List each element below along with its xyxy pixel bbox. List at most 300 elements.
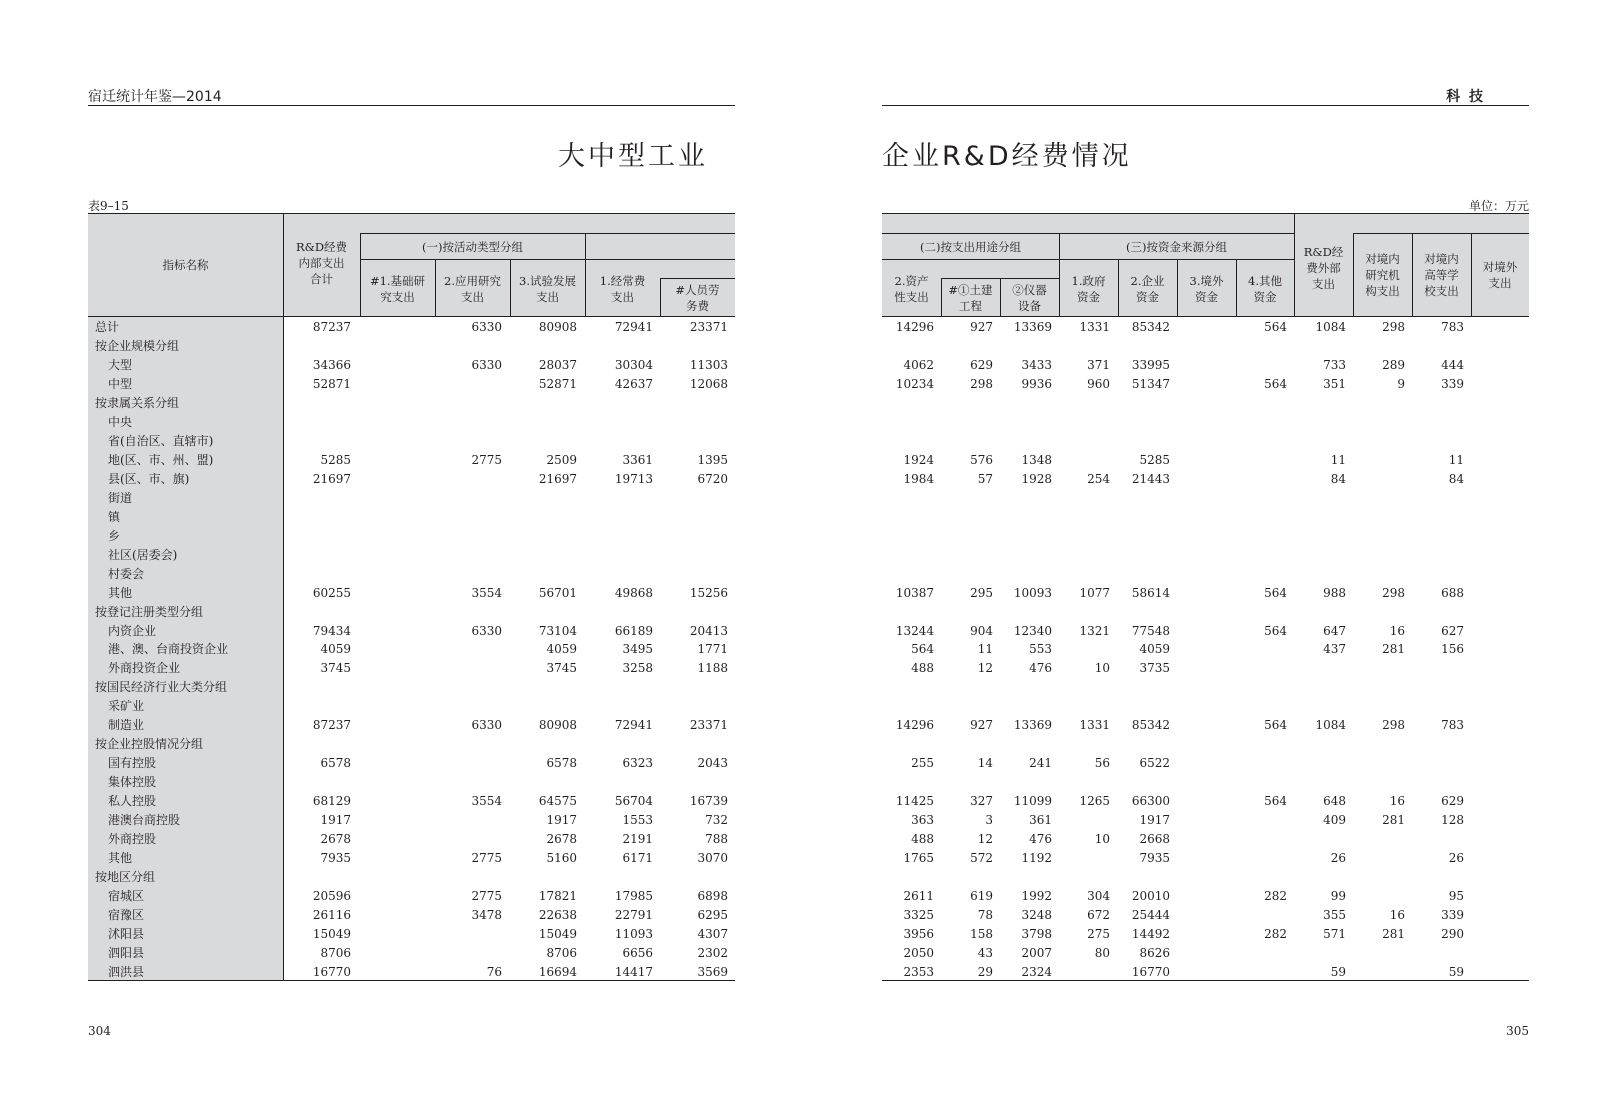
table-row [0, 356, 1609, 375]
cell: 629 [970, 357, 993, 372]
cell: 627 [1441, 623, 1464, 638]
cell: 14296 [895, 320, 934, 334]
header-domestic-universities: 对境内 高等学 校支出 [1424, 251, 1459, 298]
cell: 8626 [1139, 946, 1170, 960]
row-label: 按登记注册类型分组 [95, 604, 204, 619]
hline [882, 259, 1294, 260]
table-row [0, 527, 1609, 546]
cell: 85342 [1131, 718, 1170, 733]
cell: 564 [1264, 585, 1287, 600]
cell: 1553 [622, 813, 653, 828]
table-row [0, 697, 1609, 716]
header-domestic-institutes: 对境内 研究机 构支出 [1365, 251, 1400, 298]
row-label: 制造业 [108, 718, 145, 733]
cell: 26 [1448, 851, 1464, 866]
cell: 1192 [1021, 851, 1052, 866]
table-row [0, 906, 1609, 925]
cell: 444 [1441, 357, 1464, 372]
cell: 17985 [614, 889, 653, 904]
cell: 648 [1323, 794, 1346, 809]
row-label: 镇 [108, 509, 121, 524]
cell: 23371 [689, 718, 728, 733]
cell: 3478 [471, 908, 502, 923]
page-title-right: 企业R&D经费情况 [882, 141, 1132, 172]
cell: 339 [1441, 908, 1464, 923]
table-row [0, 659, 1609, 678]
cell: 476 [1029, 661, 1052, 676]
cell: 6656 [622, 946, 653, 960]
cell: 25444 [1131, 908, 1170, 923]
cell: 1321 [1079, 623, 1110, 638]
row-label: 宿豫区 [108, 908, 145, 923]
cell: 64575 [538, 794, 577, 809]
cell: 78 [977, 908, 993, 923]
cell: 84 [1330, 471, 1346, 486]
cell: 23371 [689, 320, 728, 334]
cell: 1924 [903, 452, 934, 467]
cell: 11303 [689, 357, 728, 372]
cell: 80908 [538, 320, 577, 334]
cell: 553 [1029, 642, 1052, 657]
cell: 20010 [1131, 889, 1170, 904]
cell: 6323 [622, 756, 653, 771]
row-label: 按国民经济行业大类分组 [95, 680, 228, 695]
table-number: 表9–15 [88, 199, 129, 213]
table-row [0, 375, 1609, 394]
cell: 275 [1087, 927, 1110, 942]
cell: 11425 [895, 794, 934, 809]
cell: 298 [1382, 320, 1405, 334]
table-row [0, 318, 1609, 337]
cell: 3258 [622, 661, 653, 676]
cell: 77548 [1131, 623, 1170, 638]
cell: 158 [970, 927, 993, 942]
cell: 10234 [895, 376, 934, 391]
cell: 564 [1264, 376, 1287, 391]
cell: 42637 [614, 376, 653, 391]
cell: 3745 [546, 661, 577, 676]
cell: 59 [1330, 964, 1346, 979]
cell: 6295 [697, 908, 728, 923]
table-top-line-left [88, 213, 735, 214]
cell: 960 [1087, 376, 1110, 391]
table-row [0, 394, 1609, 413]
row-label: 地(区、市、州、盟) [108, 452, 214, 467]
row-label: 社区(居委会) [108, 547, 178, 562]
cell: 783 [1441, 718, 1464, 733]
cell: 2678 [546, 832, 577, 847]
header-experimental: 3.试验发展 支出 [519, 274, 576, 304]
cell: 351 [1323, 376, 1346, 391]
cell: 3433 [1021, 357, 1052, 372]
cell: 12 [977, 832, 993, 847]
cell: 355 [1323, 908, 1346, 923]
cell: 1084 [1315, 320, 1346, 334]
cell: 49868 [614, 585, 653, 600]
vline [660, 278, 661, 316]
header-equipment: ②仪器 设备 [1012, 283, 1047, 313]
cell: 87237 [312, 320, 351, 334]
cell: 4059 [546, 642, 577, 657]
cell: 10 [1094, 832, 1110, 847]
cell: 363 [911, 813, 934, 828]
cell: 2050 [903, 946, 934, 960]
cell: 571 [1323, 927, 1346, 942]
cell: 10093 [1013, 585, 1052, 600]
table-row [0, 811, 1609, 830]
cell: 84 [1448, 471, 1464, 486]
row-label: 国有控股 [108, 756, 157, 771]
row-label: 集体控股 [108, 775, 157, 790]
cell: 99 [1330, 889, 1346, 904]
cell: 3745 [320, 661, 351, 676]
table-row [0, 716, 1609, 735]
table-row [0, 337, 1609, 356]
cell: 1917 [546, 813, 577, 828]
hline [360, 233, 735, 234]
cell: 2324 [1021, 964, 1052, 979]
table-top-line-right [882, 213, 1529, 214]
table-row [0, 830, 1609, 849]
vline [360, 233, 361, 316]
cell: 788 [705, 832, 728, 847]
cell: 1765 [903, 851, 934, 866]
cell: 28037 [538, 357, 577, 372]
header-external-spending: R&D经 费外部 支出 [1303, 245, 1344, 291]
cell: 12340 [1013, 623, 1052, 638]
cell: 16739 [689, 794, 728, 809]
cell: 79434 [312, 623, 351, 638]
cell: 56 [1094, 756, 1110, 771]
cell: 95 [1448, 889, 1464, 904]
vline [510, 259, 511, 316]
header-abroad: 对境外 支出 [1482, 259, 1518, 290]
vline [1177, 259, 1178, 316]
cell: 22791 [614, 908, 653, 923]
cell: 3569 [697, 964, 728, 979]
header-indicator-name: 指标名称 [162, 257, 209, 272]
cell: 20596 [312, 889, 351, 904]
cell: 1331 [1079, 718, 1110, 733]
table-row [0, 944, 1609, 963]
cell: 2302 [697, 946, 728, 960]
table-row [0, 451, 1609, 470]
cell: 2611 [903, 889, 934, 904]
cell: 1917 [320, 813, 351, 828]
cell: 16 [1389, 794, 1405, 809]
row-label: 街道 [108, 490, 133, 505]
cell: 3070 [697, 851, 728, 866]
cell: 52871 [538, 376, 577, 391]
cell: 2043 [697, 756, 728, 771]
cell: 58614 [1131, 585, 1170, 600]
cell: 56704 [614, 794, 653, 809]
cell: 4307 [697, 927, 728, 942]
cell: 6720 [697, 471, 728, 486]
cell: 6578 [546, 756, 577, 771]
row-label: 省(自治区、直辖市) [108, 433, 214, 448]
row-label: 采矿业 [108, 699, 145, 714]
vline [1412, 233, 1413, 316]
cell: 16 [1389, 623, 1405, 638]
row-label: 中央 [108, 414, 133, 429]
row-label: 宿城区 [108, 889, 145, 904]
cell: 156 [1441, 642, 1464, 657]
cell: 34366 [312, 357, 351, 372]
cell: 576 [970, 452, 993, 467]
cell: 255 [911, 756, 934, 771]
cell: 14417 [614, 964, 653, 979]
cell: 6578 [320, 756, 351, 771]
cell: 1917 [1139, 813, 1170, 828]
cell: 298 [970, 376, 993, 391]
cell: 304 [1087, 889, 1110, 904]
cell: 672 [1087, 908, 1110, 923]
section-title: 科 技 [1446, 89, 1485, 105]
cell: 904 [970, 623, 993, 638]
cell: 11 [1330, 452, 1346, 467]
table-row [0, 622, 1609, 641]
hline [360, 259, 735, 260]
hline [660, 278, 735, 279]
cell: 30304 [614, 357, 653, 372]
cell: 16 [1389, 908, 1405, 923]
cell: 1928 [1021, 471, 1052, 486]
vline [1471, 233, 1472, 316]
hline [882, 233, 1294, 234]
cell: 298 [1382, 718, 1405, 733]
cell: 2775 [471, 851, 502, 866]
table-row [0, 849, 1609, 868]
row-label: 泗阳县 [108, 946, 145, 960]
cell: 5285 [320, 452, 351, 467]
cell: 8706 [320, 946, 351, 960]
cell: 298 [1382, 585, 1405, 600]
cell: 87237 [312, 718, 351, 733]
cell: 290 [1441, 927, 1464, 942]
cell: 1077 [1079, 585, 1110, 600]
row-label: 乡 [108, 528, 121, 543]
vline [1000, 278, 1001, 316]
row-label: 按地区分组 [95, 870, 156, 885]
cell: 7935 [1139, 851, 1170, 866]
cell: 3495 [622, 642, 653, 657]
table-row [0, 735, 1609, 754]
row-label: 县(区、市、旗) [108, 471, 190, 486]
cell: 72941 [614, 320, 653, 334]
cell: 56701 [538, 585, 577, 600]
cell: 437 [1323, 642, 1346, 657]
cell: 26 [1330, 851, 1346, 866]
cell: 20413 [689, 623, 728, 638]
cell: 16770 [312, 964, 351, 979]
vline [585, 233, 586, 316]
row-label: 村委会 [108, 566, 145, 581]
cell: 51347 [1131, 376, 1170, 391]
cell: 21697 [538, 471, 577, 486]
table-row [0, 546, 1609, 565]
cell: 16770 [1131, 964, 1170, 979]
cell: 73104 [538, 623, 577, 638]
header-group-funding: (三)按资金来源分组 [1126, 239, 1227, 254]
header-rule-left [88, 105, 735, 106]
cell: 733 [1323, 357, 1346, 372]
cell: 2678 [320, 832, 351, 847]
cell: 783 [1441, 320, 1464, 334]
cell: 488 [911, 661, 934, 676]
cell: 13369 [1013, 718, 1052, 733]
cell: 57 [977, 471, 993, 486]
cell: 4059 [320, 642, 351, 657]
cell: 927 [970, 320, 993, 334]
table-row [0, 508, 1609, 527]
cell: 1984 [903, 471, 934, 486]
table-row [0, 887, 1609, 906]
table-row [0, 565, 1609, 584]
cell: 16694 [538, 964, 577, 979]
row-label: 沭阳县 [108, 927, 145, 942]
cell: 11 [977, 642, 993, 657]
cell: 988 [1323, 585, 1346, 600]
table-row [0, 584, 1609, 603]
header-labor: #人员劳 务费 [675, 283, 720, 313]
cell: 2007 [1021, 946, 1052, 960]
cell: 927 [970, 718, 993, 733]
hline [1353, 233, 1529, 234]
cell: 14 [977, 756, 993, 771]
cell: 2775 [471, 452, 502, 467]
row-label: 外商控股 [108, 832, 157, 847]
cell: 4059 [1139, 642, 1170, 657]
cell: 3325 [903, 908, 934, 923]
cell: 488 [911, 832, 934, 847]
cell: 1084 [1315, 718, 1346, 733]
cell: 13244 [895, 623, 934, 638]
cell: 128 [1441, 813, 1464, 828]
cell: 1331 [1079, 320, 1110, 334]
cell: 15049 [312, 927, 351, 942]
cell: 11093 [614, 927, 653, 942]
cell: 6330 [471, 623, 502, 638]
cell: 15256 [689, 585, 728, 600]
cell: 2668 [1139, 832, 1170, 847]
cell: 282 [1264, 889, 1287, 904]
cell: 647 [1323, 623, 1346, 638]
cell: 9 [1397, 376, 1405, 391]
cell: 11099 [1013, 794, 1052, 809]
cell: 10387 [895, 585, 934, 600]
cell: 59 [1448, 964, 1464, 979]
vline [1353, 233, 1354, 316]
row-label: 其他 [108, 851, 133, 866]
cell: 409 [1323, 813, 1346, 828]
cell: 254 [1087, 471, 1110, 486]
table-row [0, 754, 1609, 773]
cell: 564 [1264, 718, 1287, 733]
cell: 33995 [1131, 357, 1170, 372]
cell: 281 [1382, 642, 1405, 657]
table-row [0, 963, 1609, 982]
cell: 68129 [312, 794, 351, 809]
cell: 476 [1029, 832, 1052, 847]
cell: 15049 [538, 927, 577, 942]
cell: 3554 [471, 585, 502, 600]
cell: 76 [486, 964, 502, 979]
cell: 5285 [1139, 452, 1170, 467]
cell: 732 [705, 813, 728, 828]
cell: 3956 [903, 927, 934, 942]
cell: 1188 [697, 661, 728, 676]
cell: 3361 [622, 452, 653, 467]
cell: 85342 [1131, 320, 1170, 334]
page-number-right: 305 [1506, 1024, 1529, 1038]
cell: 6330 [471, 357, 502, 372]
cell: 6898 [697, 889, 728, 904]
cell: 21443 [1131, 471, 1170, 486]
cell: 12068 [689, 376, 728, 391]
row-label: 按企业规模分组 [95, 338, 180, 353]
table-row [0, 413, 1609, 432]
cell: 6330 [471, 320, 502, 334]
header-applied-research: 2.应用研究 支出 [444, 274, 501, 304]
header-bottom-line-left [88, 316, 735, 317]
header-asset: 2.资产 性支出 [894, 274, 929, 304]
book-title: 宿迁统计年鉴—2014 [88, 89, 222, 105]
cell: 11 [1448, 452, 1464, 467]
header-basic-research: #1.基础研 究支出 [369, 274, 426, 304]
header-bottom-line-right [882, 316, 1529, 317]
cell: 26116 [312, 908, 351, 923]
table-row [0, 868, 1609, 887]
cell: 1348 [1021, 452, 1052, 467]
cell: 281 [1382, 813, 1405, 828]
header-rule-right [882, 105, 1529, 106]
page-title-left: 大中型工业 [558, 141, 708, 172]
table-row [0, 925, 1609, 944]
cell: 66300 [1131, 794, 1170, 809]
cell: 688 [1441, 585, 1464, 600]
vline [1236, 259, 1237, 316]
table-row [0, 432, 1609, 451]
row-label: 大型 [108, 357, 133, 372]
cell: 564 [1264, 623, 1287, 638]
cell: 19713 [614, 471, 653, 486]
row-label: 外商投资企业 [108, 661, 181, 676]
cell: 14492 [1131, 927, 1170, 942]
cell: 80 [1094, 946, 1110, 960]
header-group-activity: (一)按活动类型分组 [422, 239, 523, 254]
cell: 9936 [1021, 376, 1052, 391]
cell: 3554 [471, 794, 502, 809]
cell: 1771 [697, 642, 728, 657]
cell: 619 [970, 889, 993, 904]
cell: 2775 [471, 889, 502, 904]
page-number-left: 304 [88, 1024, 111, 1038]
header-foreign-funds: 3.境外 资金 [1189, 274, 1224, 304]
cell: 6522 [1139, 756, 1170, 771]
cell: 14296 [895, 718, 934, 733]
cell: 241 [1029, 756, 1052, 771]
cell: 60255 [312, 585, 351, 600]
vline [1059, 233, 1060, 316]
cell: 295 [970, 585, 993, 600]
cell: 282 [1264, 927, 1287, 942]
cell: 339 [1441, 376, 1464, 391]
row-label: 总计 [95, 320, 120, 334]
cell: 4062 [903, 357, 934, 372]
row-label: 按隶属关系分组 [95, 395, 180, 410]
cell: 2509 [546, 452, 577, 467]
